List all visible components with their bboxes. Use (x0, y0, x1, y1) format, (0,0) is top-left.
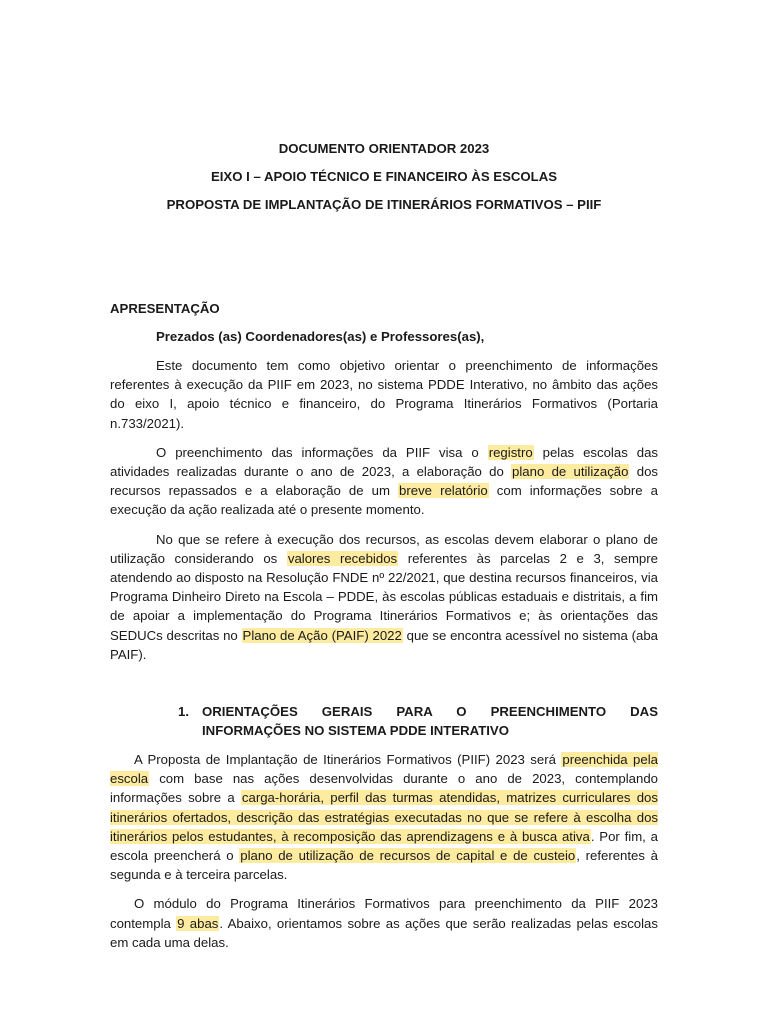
section-number: 1. (178, 704, 189, 720)
highlight-valores-recebidos: valores recebidos (287, 550, 398, 566)
section-heading-orientacoes (178, 702, 658, 740)
greeting: Prezados (as) Coordenadores(as) e Professores(as), (156, 329, 485, 344)
text-run: que se encontra acessível no sistema (aba PAIF). (110, 627, 658, 662)
highlight-9-abas: 9 abas (177, 915, 219, 931)
text-run: O módulo do Programa Itinerários Formativos para preenchimento da PIIF 2023 contempla (110, 896, 658, 931)
highlight-breve-relatorio: breve relatório (399, 483, 488, 499)
text-run: No que se refere à execução dos recursos, as escolas devem elaborar o plano de utilização considerando os (110, 531, 658, 566)
text-run: O preenchimento das informações da PIIF visa o (156, 444, 488, 460)
text-run: A Proposta de Implantação de Itinerários Formativos (PIIF) 2023 será (134, 752, 562, 768)
text-run: , referentes à segunda e à terceira parcelas. (110, 848, 659, 883)
highlight-plano-utilizacao: plano de utilização (512, 464, 629, 480)
paragraph-module (110, 894, 658, 952)
text-run: referentes às parcelas 2 e 3, sempre atendendo ao disposto na Resolução FNDE nº 22/2021, que destina recursos financeiros, via Programa Dinheiro Direto na Escola – PDDE, às escolas públicas estaduais e distritais, a fim de apoiar a implementação do Programa Itinerários Formativos e; às orientações das SEDUCs descritas no (110, 550, 658, 643)
paragraph-registration (110, 443, 658, 520)
highlight-plano-acao: Plano de Ação (PAIF) 2022 (242, 627, 402, 643)
text-run: com base nas ações desenvolvidas durante o ano de 2023, contemplando informações sobre a (110, 771, 658, 806)
highlight-registro: registro (488, 444, 533, 460)
text-run: com informações sobre a execução da ação realizada até o presente momento. (110, 483, 658, 518)
text-run: . Por fim, a escola preencherá o (110, 828, 658, 864)
text-run: . Abaixo, orientamos sobre as ações que serão realizadas pelas escolas em cada uma delas. (110, 915, 658, 950)
document-title: DOCUMENTO ORIENTADOR 2023 (278, 141, 490, 156)
highlight-preenchida-escola: preenchida pela escola (110, 752, 658, 787)
section-heading-text: ORIENTAÇÕES GERAIS PARA O PREENCHIMENTO DAS INFORMAÇÕES NO SISTEMA PDDE INTERATIVO (202, 704, 658, 739)
text-run: dos recursos repassados e a elaboração de um (110, 464, 659, 499)
text-run: pelas escolas das atividades realizadas durante o ano de 2023, a elaboração do (110, 444, 658, 480)
paragraph-objective: Este documento tem como objetivo orientar o preenchimento de informações referentes à execução da PIIF em 2023, no sistema PDDE Interativo, no âmbito das ações do eixo I, apoio técnico e financeiro, do Programa Itinerários Formativos (Portaria n.733/2021). (110, 358, 658, 431)
proposal-title: PROPOSTA DE IMPLANTAÇÃO DE ITINERÁRIOS FORMATIVOS – PIIF (166, 197, 602, 212)
axis-title: EIXO I – APOIO TÉCNICO E FINANCEIRO ÀS ESCOLAS (210, 169, 558, 184)
paragraph-resources (110, 530, 658, 664)
section-heading-apresentacao: APRESENTAÇÃO (110, 301, 220, 316)
highlight-carga-horaria: carga-horária, perfil das turmas atendidas, matrizes curriculares dos itinerários ofertados, descrição das estratégias executadas no que se refere à escolha dos itinerários pelos estudantes, à recomposição das aprendizagens e à busca ativa (110, 790, 658, 844)
paragraph-proposal (110, 750, 658, 884)
highlight-plano-recursos: plano de utilização de recursos de capital e de custeio (240, 848, 576, 864)
